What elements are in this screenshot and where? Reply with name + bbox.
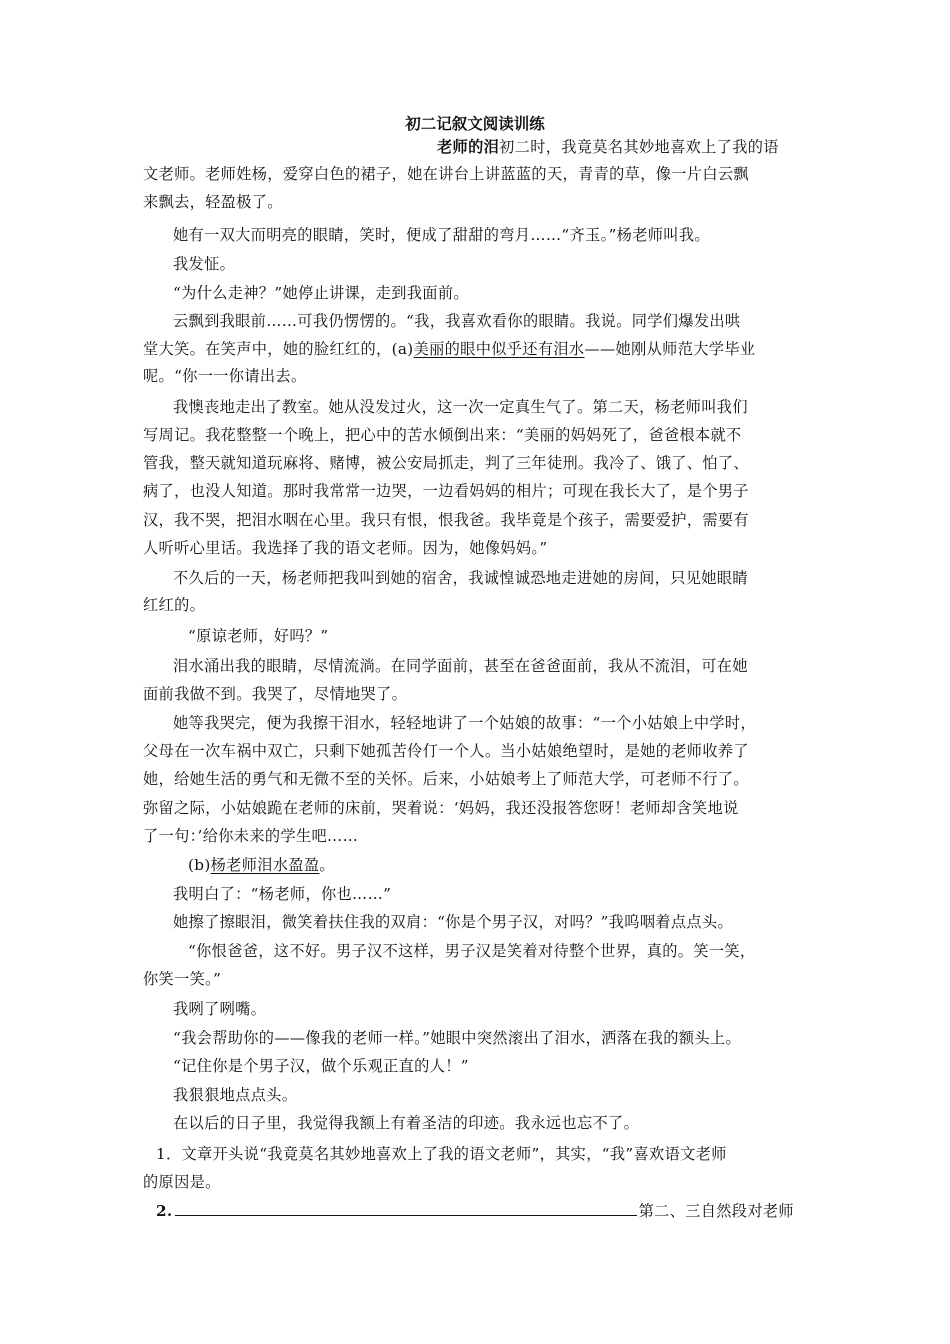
paragraph-line: “记住你是个男子汉，做个乐观正直的人！”: [173, 1057, 469, 1075]
paragraph-line: 云飘到我眼前……可我仍愣愣的。“我，我喜欢看你的眼睛。我说。同学们爆发出哄: [173, 312, 741, 330]
story-first-line: [437, 137, 779, 157]
paragraph-line: 病了，也没人知道。那时我常常一边哭，一边看妈妈的相片；可现在我长大了，是个男子: [143, 482, 749, 500]
paragraph-line: “原谅老师，好吗？”: [188, 627, 329, 645]
paragraph-line-with-underline: [143, 339, 755, 359]
question-1-line-1: 1．文章开头说“我竟莫名其妙地喜欢上了我的语文老师”，其实，“我”喜欢语文老师: [156, 1145, 727, 1163]
paragraph-line: 红红的。: [143, 596, 206, 614]
paragraph-line: 人听听心里话。我选择了我的语文老师。因为，她像妈妈。”: [143, 539, 548, 557]
paragraph-line: 我懊丧地走出了教室。她从没发过火，这一次一定真生气了。第二天，杨老师叫我们: [173, 398, 748, 416]
paragraph-line: 初二时，我竟莫名其妙地喜欢上了我的语: [499, 138, 779, 156]
paragraph-line: 弥留之际，小姑娘跪在老师的床前，哭着说：‘妈妈，我还没报答您呀！老师却含笑地说: [143, 799, 739, 817]
paragraph-line-with-underline: [188, 855, 335, 875]
question-1-line-2: 的原因是。: [143, 1173, 221, 1191]
paragraph-line: 面前我做不到。我哭了，尽情地哭了。: [143, 685, 408, 703]
paragraph-line: 了一句：’给你未来的学生吧……: [143, 827, 359, 845]
question-2-text: 第二、三自然段对老师: [638, 1202, 794, 1220]
underlined-sentence-a: 美丽的眼中似乎还有泪水: [413, 340, 585, 358]
paragraph-line: 我狠狠地点点头。: [173, 1086, 298, 1104]
paragraph-line: 父母在一次车祸中双亡，只剩下她孤苦伶仃一个人。当小姑娘绝望时，是她的老师收养了: [143, 742, 749, 760]
paragraph-line: 呢。“你一一你请出去。: [143, 367, 307, 385]
paragraph-line: “为什么走神？”她停止讲课，走到我面前。: [173, 284, 469, 302]
question-2-number: 2.: [156, 1202, 173, 1220]
document-title: 初二记叙文阅读训练: [405, 114, 545, 133]
paragraph-line: 她擦了擦眼泪，微笑着扶住我的双肩：“你是个男子汉，对吗？”我呜咽着点点头。: [173, 913, 734, 931]
line-text: (b): [188, 856, 211, 874]
paragraph-line: 我明白了：“杨老师，你也……”: [173, 885, 392, 903]
paragraph-line: 管我，整天就知道玩麻将、赌博，被公安局抓走，判了三年徒刑。我冷了、饿了、怕了、: [143, 454, 749, 472]
underlined-sentence-b: 杨老师泪水盈盈: [210, 856, 320, 874]
question-2-line: [156, 1201, 794, 1221]
paragraph-line: 我咧了咧嘴。: [173, 1000, 267, 1018]
story-title: 老师的泪: [437, 138, 500, 156]
paragraph-line: “我会帮助你的——像我的老师一样。”她眼中突然滚出了泪水，洒落在我的额头上。: [173, 1029, 741, 1047]
paragraph-line: 我发怔。: [173, 255, 236, 273]
paragraph-line: 写周记。我花整整一个晚上，把心中的苦水倾倒出来：“美丽的妈妈死了，爸爸根本就不: [143, 426, 742, 444]
paragraph-line: 来飘去，轻盈极了。: [143, 193, 283, 211]
line-text: 。: [319, 856, 335, 874]
line-text: ——她刚从师范大学毕业: [584, 340, 756, 358]
answer-blank[interactable]: [175, 1201, 637, 1216]
line-text: 堂大笑。在笑声中，她的脸红红的，(a): [143, 340, 414, 358]
paragraph-line: 不久后的一天，杨老师把我叫到她的宿舍，我诚惶诚恐地走进她的房间，只见她眼睛: [173, 569, 748, 587]
paragraph-line: 文老师。老师姓杨，爱穿白色的裙子，她在讲台上讲蓝蓝的天，青青的草，像一片白云飘: [143, 165, 749, 183]
paragraph-line: 汉，我不哭，把泪水咽在心里。我只有恨，恨我爸。我毕竟是个孩子，需要爱护，需要有: [143, 511, 749, 529]
paragraph-line: 泪水涌出我的眼睛，尽情流淌。在同学面前，甚至在爸爸面前，我从不流泪，可在她: [173, 657, 748, 675]
paragraph-line: “你恨爸爸，这不好。男子汉不这样，男子汉是笑着对待整个世界，真的。笑一笑，: [188, 942, 756, 960]
paragraph-line: 她，给她生活的勇气和无微不至的关怀。后来，小姑娘考上了师范大学，可老师不行了。: [143, 770, 749, 788]
paragraph-line: 你笑一笑。”: [143, 970, 222, 988]
paragraph-line: 她有一双大而明亮的眼睛，笑时，便成了甜甜的弯月……“齐玉。”杨老师叫我。: [173, 226, 710, 244]
paragraph-line: 在以后的日子里，我觉得我额上有着圣洁的印迹。我永远也忘不了。: [173, 1114, 640, 1132]
paragraph-line: 她等我哭完，便为我擦干泪水，轻轻地讲了一个姑娘的故事：“一个小姑娘上中学时，: [173, 714, 757, 732]
